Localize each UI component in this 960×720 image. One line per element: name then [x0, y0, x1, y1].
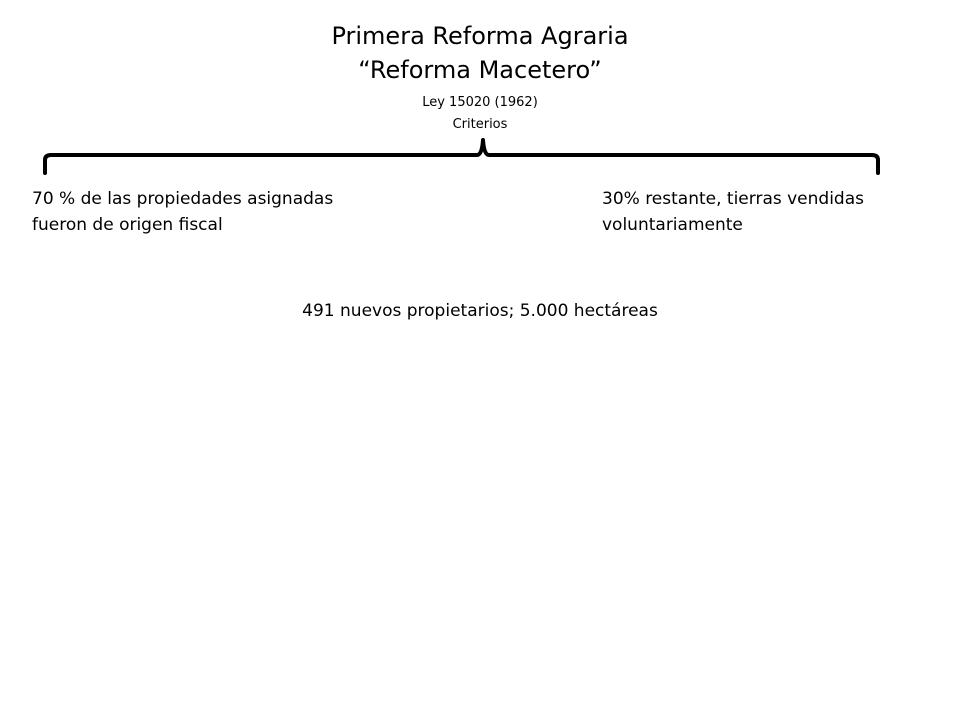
right-branch-text	[602, 186, 922, 238]
curly-brace-connector	[0, 0, 960, 190]
right-branch-line-2: voluntariamente	[602, 215, 743, 235]
curly-brace-path	[45, 140, 878, 173]
left-branch-text	[32, 186, 392, 238]
criteria-subtitle: Criterios	[452, 117, 508, 132]
title-line-2: “Reforma Macetero”	[358, 56, 602, 84]
law-subtitle: Ley 15020 (1962)	[422, 95, 538, 110]
left-branch-line-2: fueron de origen fiscal	[32, 215, 223, 235]
left-branch-line-1: 70 % de las propiedades asignadas	[32, 189, 334, 209]
right-branch-line-1: 30% restante, tierras vendidas	[602, 189, 864, 209]
title-line-1: Primera Reforma Agraria	[331, 22, 629, 50]
summary-text: 491 nuevos propietarios; 5.000 hectáreas	[302, 301, 658, 321]
